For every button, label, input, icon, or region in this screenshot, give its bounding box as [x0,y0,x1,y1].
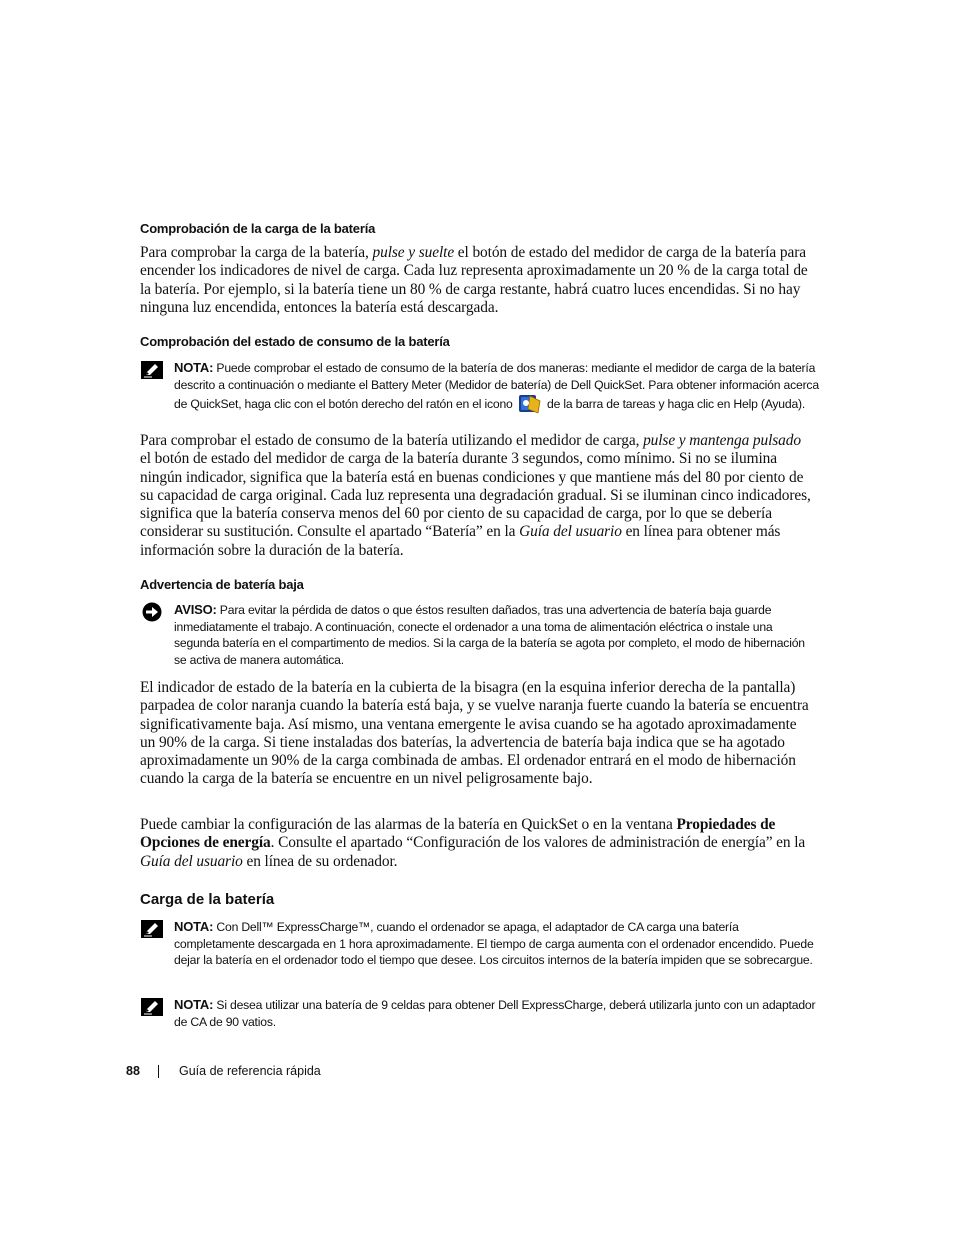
text-run: (Ayuda). [757,397,806,412]
paragraph-check-health [140,432,815,560]
emphasis-text: pulse y mantenga pulsado [643,432,801,449]
arrow-notice-icon [140,602,164,622]
paragraph-low-battery: El indicador de estado de la batería en la cubierta de la bisagra (en la esquina inferior derecha de la pantalla) parpadea de color naranja cuando la batería está baja, y se vuelve naranja fuerte cuando la batería se encuentra significativamente baja. Así mismo, una ventana emergente le avisa cuando se ha agotado aproximadamente un 90% de la carga. Si tiene instaladas dos baterías, la advertencia de batería baja indica que se ha agotado aproximadamente un 90% de la carga combinada de ambas. El ordenador entrará en el modo de hibernación cuando la carga de la batería se encuentre en un nivel peligrosamente bajo. [140,679,809,788]
text-run: en línea para obtener más información sobre la duración de la batería. [140,523,781,559]
note-label: NOTA: [174,997,214,1012]
bold-text: Propiedades de Opciones de energía [140,816,776,852]
heading-check-health: Comprobación del estado de consumo de la batería [140,334,450,349]
footer-separator [158,1065,159,1078]
page-number: 88 [126,1064,140,1078]
text-run: Con Dell™ ExpressCharge™, cuando el ordenador se apaga, el adaptador de CA carga una batería completamente descargada en 1 hora aproximadamente. El tiempo de carga aumenta con el ordenador encendido. Puede dejar la batería en el ordenador todo el tiempo que desee. Los circuitos internos de la batería impiden que se sobrecargue. [174,920,814,968]
text-run: . Consulte el apartado “Configuración de los valores de administración de energía” en la [270,834,806,852]
text-run: en línea de su ordenador. [242,852,398,870]
text-run: de la barra de tareas y haga clic en [543,397,734,412]
text-run: Para comprobar la carga de la batería, [140,244,373,261]
note-text [174,360,820,415]
emphasis-text: pulse y suelte [372,244,455,261]
note-text [174,919,820,969]
pencil-note-icon [140,919,164,939]
emphasis-text: Guía del usuario [140,852,243,870]
text-run: Para comprobar el estado de consumo de la batería utilizando el medidor de carga, [140,432,644,449]
emphasis-text: Guía del usuario [519,523,622,541]
heading-check-charge: Comprobación de la carga de la batería [140,221,376,236]
paragraph-alarm-settings [140,816,815,871]
text-run: Puede comprobar el estado de consumo de la batería de dos maneras: mediante el medidor de carga de la batería descrito a continuación o mediante el Battery Meter (Medidor de batería) de Dell QuickSet. Para obtener información acerca de QuickSet, haga clic con el botón derecho del ratón en el icono [174,361,819,412]
text-run: Puede cambiar la configuración de las alarmas de la batería en QuickSet o en la ventana [140,816,677,833]
pencil-note-icon [140,997,164,1017]
quickset-icon [518,393,542,415]
help-text: Help [733,397,758,412]
note-label: NOTA: [174,360,214,375]
notice-text [174,602,820,668]
note-label: NOTA: [174,919,214,934]
heading-low-battery: Advertencia de batería baja [140,577,304,592]
text-run: el botón de estado del medidor de carga de la batería para encender los indicadores de nivel de carga. Cada luz representa aproximadamente un 20 % de la carga total de la batería. Por ejemplo, si la batería tiene un 80 % de carga restante, habrá cuatro luces encendidas. Si no hay ninguna luz encendida, entonces la batería está descargada. [140,244,808,316]
paragraph-check-charge [140,244,815,317]
text-run: el botón de estado del medidor de carga de la batería durante 3 segundos, como mínimo. Si no se ilumina ningún indicador, significa que la batería está en buenas condiciones y que mantiene más del 80 por ciento de su capacidad de carga original. Cada luz representa una degradación gradual. Si se iluminan cinco indicadores, significa que la batería conserva menos del 60 por ciento de su capacidad de carga, por lo que se debería considerar su sustitución. Consulte el apartado “Batería” en la [140,450,811,541]
note-text [174,997,820,1030]
heading-charging: Carga de la batería [140,891,275,908]
text-run: Para evitar la pérdida de datos o que éstos resulten dañados, tras una advertencia de batería baja guarde inmediatamente el trabajo. A continuación, conecte el ordenador a una toma de alimentación eléctrica o instale una segunda batería en el compartimento de medios. Si la carga de la batería se agota por completo, el modo de hibernación se activa de manera automática. [174,603,805,667]
footer-title: Guía de referencia rápida [179,1064,321,1078]
notice-label: AVISO: [174,602,217,617]
text-run: Si desea utilizar una batería de 9 celdas para obtener Dell ExpressCharge, deberá utilizarla junto con un adaptador de CA de 90 vatios. [174,998,816,1029]
pencil-note-icon [140,360,164,380]
